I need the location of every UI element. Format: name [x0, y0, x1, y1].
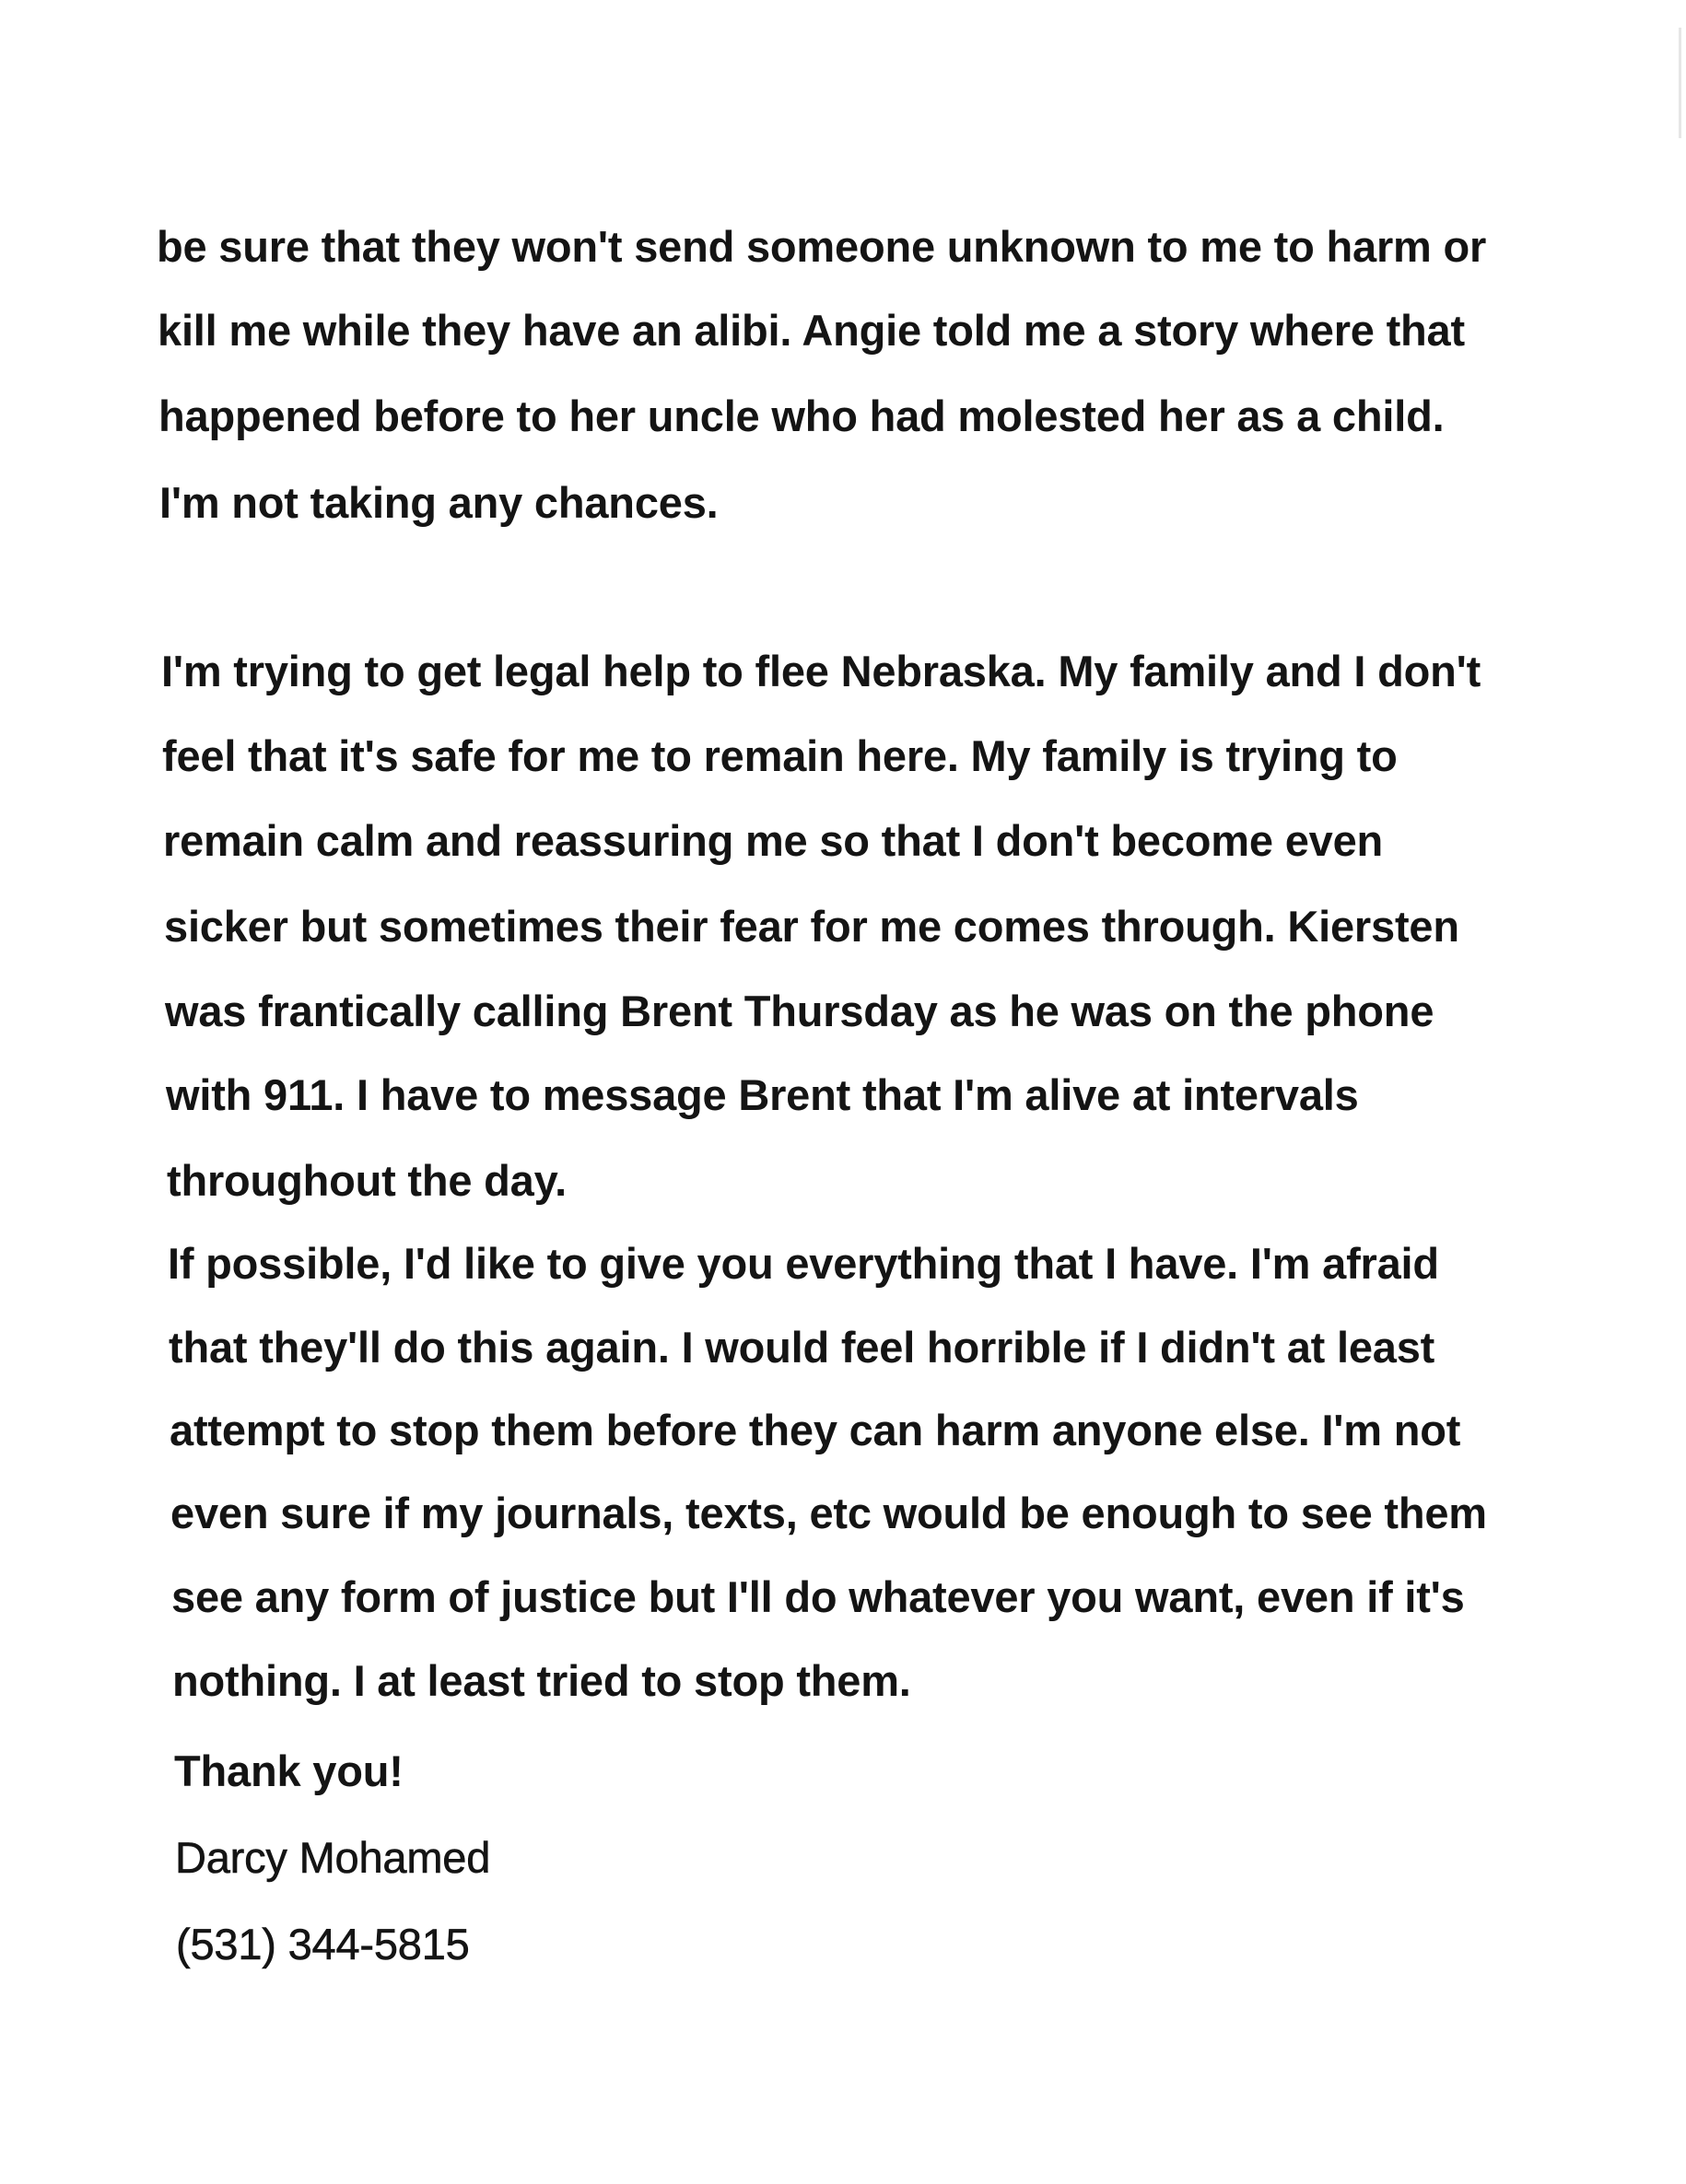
scan-edge-mark — [1679, 28, 1681, 138]
text-line: remain calm and reassuring me so that I don't become even — [163, 816, 1384, 865]
text-line: attempt to stop them before they can harm anyone else. I'm not — [170, 1406, 1461, 1454]
text-line: If possible, I'd like to give you everything that I have. I'm afraid — [168, 1239, 1439, 1288]
text-line: sicker but sometimes their fear for me comes through. Kiersten — [164, 902, 1459, 951]
text-line: that they'll do this again. I would feel horrible if I didn't at least — [169, 1323, 1435, 1372]
text-line: I'm not taking any chances. — [159, 478, 719, 527]
text-line: I'm trying to get legal help to flee Nebraska. My family and I don't — [161, 647, 1481, 695]
text-line: be sure that they won't send someone unknown to me to harm or — [157, 222, 1487, 271]
text-line: even sure if my journals, texts, etc would be enough to see them — [170, 1489, 1487, 1537]
text-line: throughout the day. — [167, 1156, 567, 1205]
text-line: see any form of justice but I'll do whatever you want, even if it's — [171, 1572, 1465, 1621]
text-line: happened before to her uncle who had molested her as a child. — [158, 391, 1445, 440]
closing-line: Thank you! — [174, 1746, 404, 1795]
text-line: nothing. I at least tried to stop them. — [172, 1656, 911, 1705]
text-line: with 911. I have to message Brent that I'm alive at intervals — [166, 1070, 1359, 1119]
text-line: feel that it's safe for me to remain here. My family is trying to — [162, 731, 1398, 780]
signature-name: Darcy Mohamed — [175, 1833, 491, 1882]
phone-number: (531) 344-5815 — [176, 1920, 470, 1968]
text-line: kill me while they have an alibi. Angie told me a story where that — [158, 306, 1465, 355]
text-line: was frantically calling Brent Thursday as he was on the phone — [165, 987, 1434, 1035]
